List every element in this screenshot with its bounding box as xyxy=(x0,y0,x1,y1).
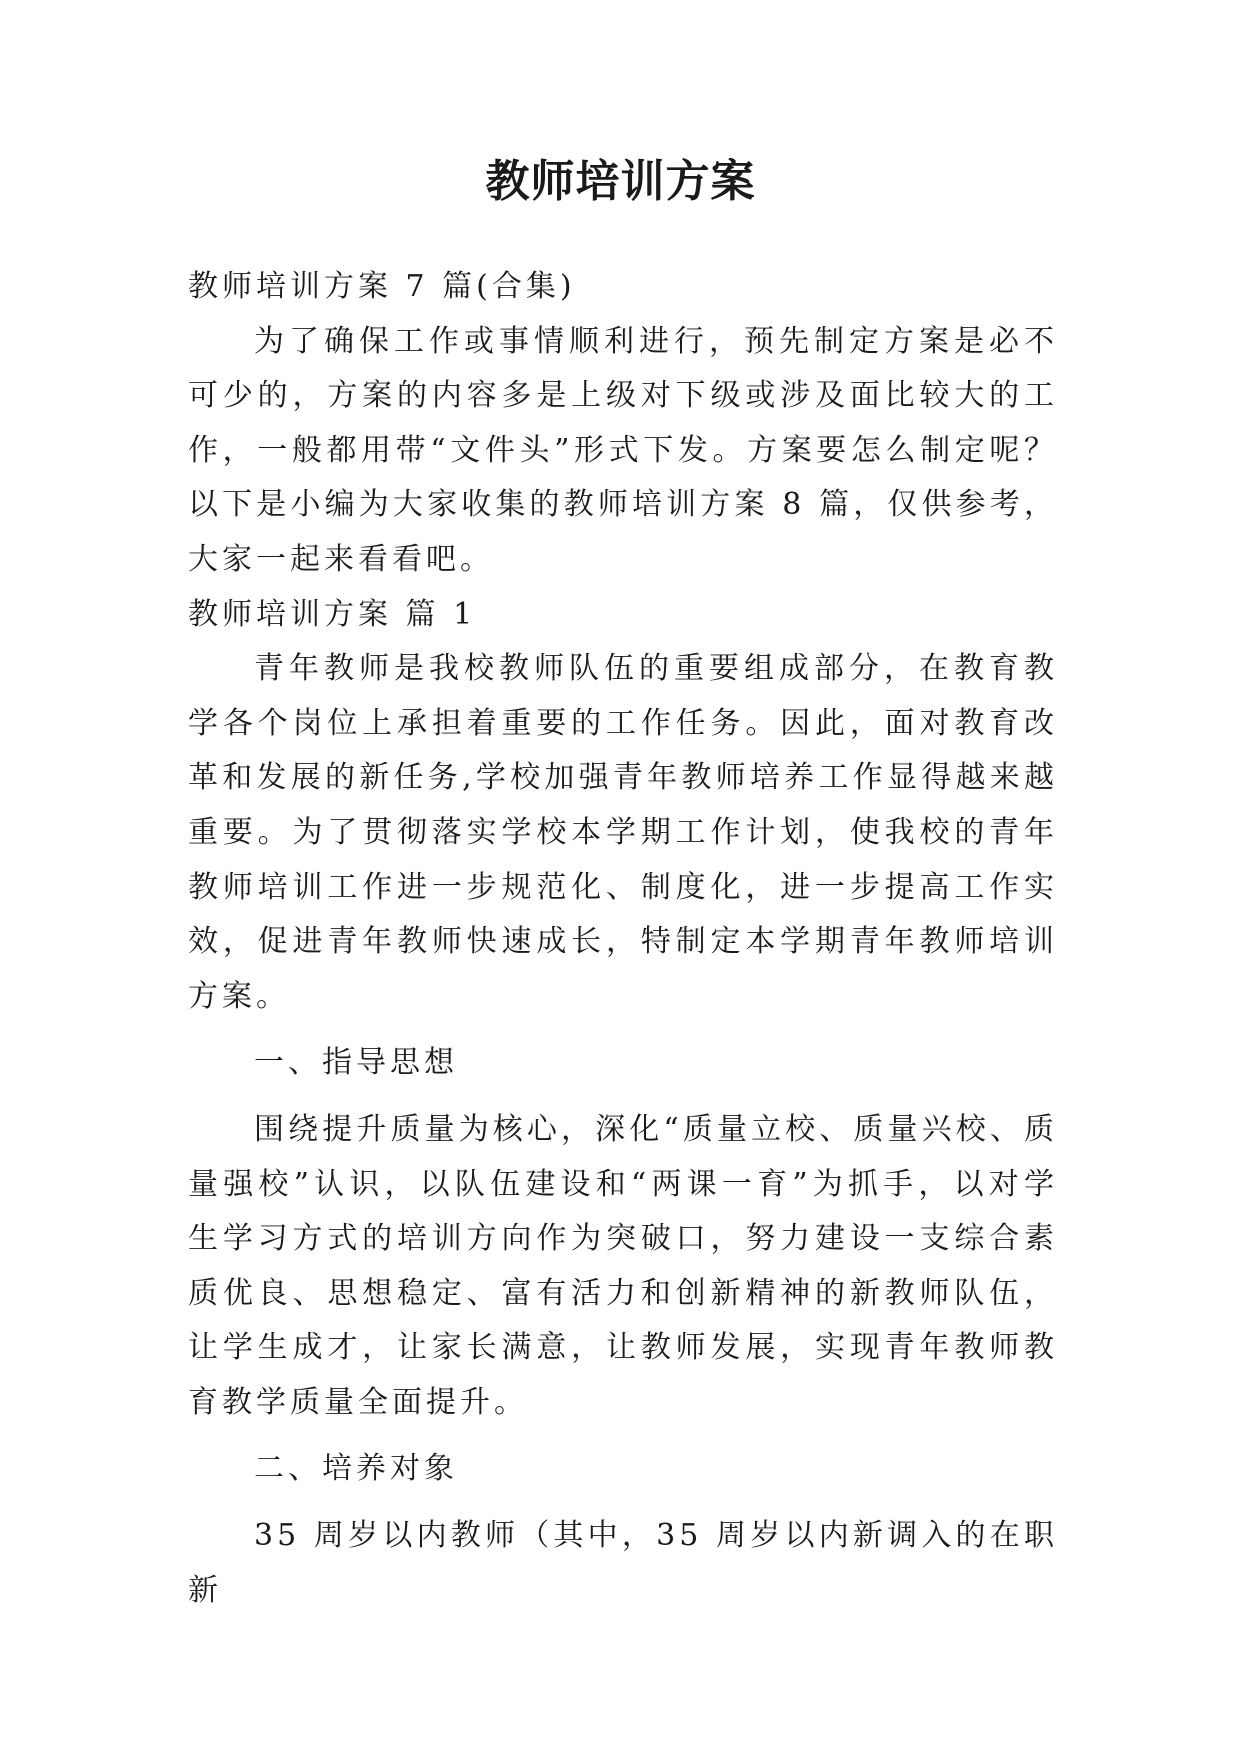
guiding-ideology-paragraph: 围绕提升质量为核心，深化“质量立校、质量兴校、质量强校”认识，以队伍建设和“两课一育”为抓手，以对学生学习方式的培训方向作为突破口，努力建设一支综合素质优良、思想稳定、富有活力和创新精神的新教师队伍，让学生成才，让家长满意，让教师发展，实现青年教师教育教学质量全面提升。 xyxy=(188,1111,1058,1420)
document-body xyxy=(188,260,1058,1618)
heading-training-targets: 二、培养对象 xyxy=(254,1451,458,1487)
section-heading-part-1: 教师培训方案 篇 1 xyxy=(188,596,477,632)
collection-subtitle: 教师培训方案 7 篇(合集) xyxy=(188,269,576,304)
part-1-intro-paragraph: 青年教师是我校教师队伍的重要组成部分，在教育教学各个岗位上承担着重要的工作任务。因此，面对教育改革和发展的新任务,学校加强青年教师培养工作显得越来越重要。为了贯彻落实学校本学期工作计划，使我校的青年教师培训工作进一步规范化、制度化，进一步提高工作实效，促进青年教师快速成长，特制定本学期青年教师培训方案。 xyxy=(188,651,1058,1014)
document-title: 教师培训方案 xyxy=(485,156,756,207)
intro-paragraph: 为了确保工作或事情顺利进行，预先制定方案是必不可少的，方案的内容多是上级对下级或涉及面比较大的工作，一般都用带“文件头”形式下发。方案要怎么制定呢？以下是小编为大家收集的教师培训方案 8 篇，仅供参考，大家一起来看看吧。 xyxy=(188,323,1058,577)
heading-guiding-ideology: 一、指导思想 xyxy=(254,1045,458,1081)
training-targets-paragraph: 35 周岁以内教师（其中，35 周岁以内新调入的在职新 xyxy=(188,1518,1058,1608)
